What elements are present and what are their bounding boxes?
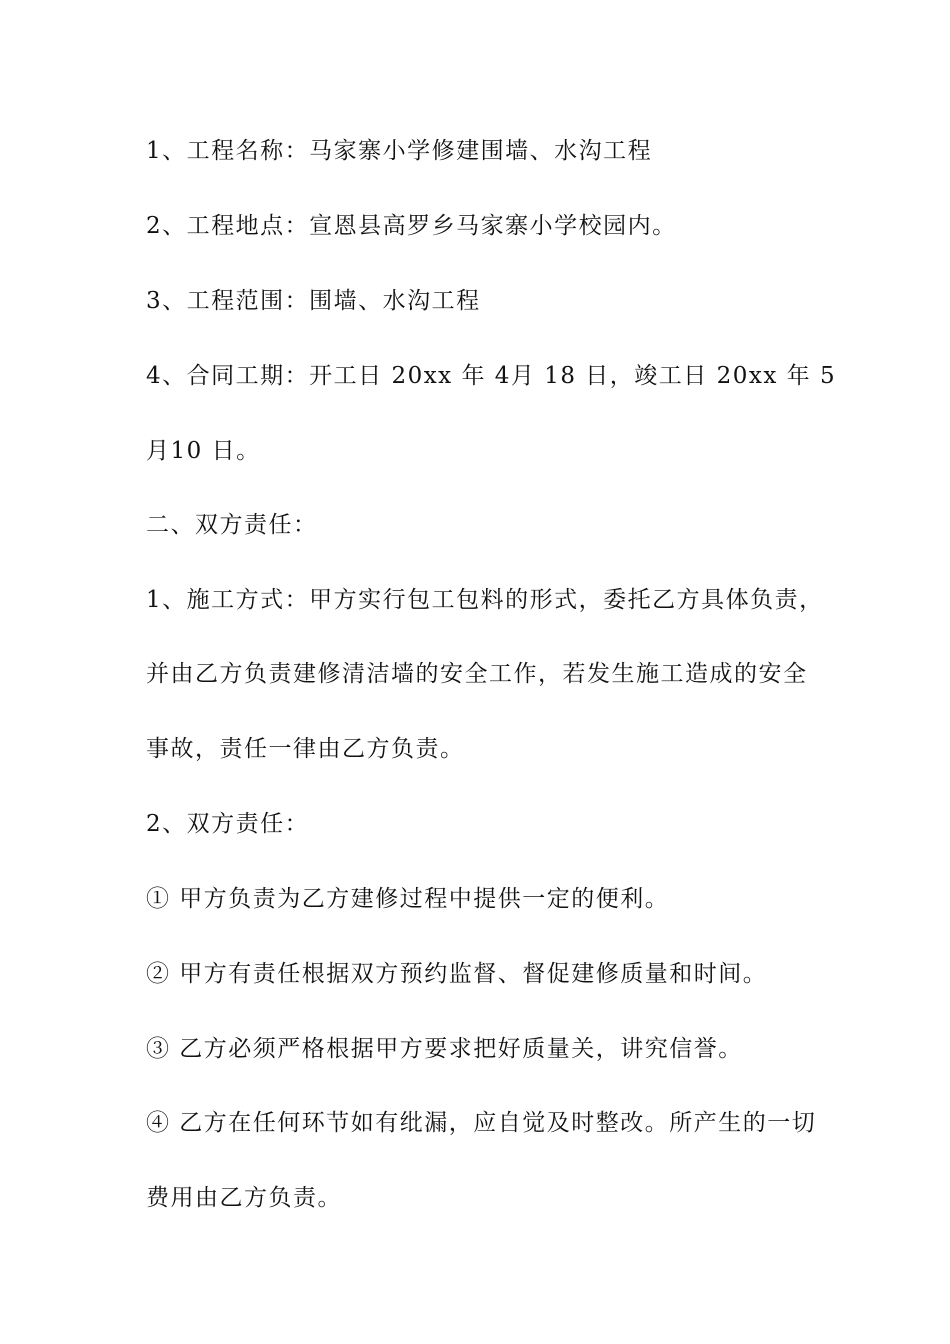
- list-item: ② 甲方有责任根据双方预约监督、督促建修质量和时间。: [146, 961, 768, 987]
- text-line: 事故，责任一律由乙方负责。: [146, 736, 465, 762]
- text-line: 1、施工方式：甲方实行包工包料的形式，委托乙方具体负责，: [146, 587, 824, 613]
- text-line: 并由乙方负责建修清洁墙的安全工作，若发生施工造成的安全: [146, 661, 808, 687]
- text-line: 费用由乙方负责。: [146, 1185, 342, 1211]
- list-item: ④ 乙方在任何环节如有纰漏，应自觉及时整改。所产生的一切: [146, 1110, 817, 1136]
- text-line: 2、双方责任：: [146, 811, 310, 837]
- list-item: ① 甲方负责为乙方建修过程中提供一定的便利。: [146, 886, 670, 912]
- text-line: 4、合同工期：开工日 20xx 年 4月 18 日，竣工日 20xx 年 5: [146, 363, 837, 389]
- text-line: 2、工程地点：宣恩县高罗乡马家寨小学校园内。: [146, 213, 677, 239]
- list-item: ③ 乙方必须严格根据甲方要求把好质量关，讲究信誉。: [146, 1036, 743, 1062]
- text-line: 1、工程名称：马家寨小学修建围墙、水沟工程: [146, 138, 653, 164]
- text-line: 3、工程范围：围墙、水沟工程: [146, 288, 481, 314]
- text-line: 月10 日。: [146, 438, 261, 464]
- section-heading: 二、双方责任：: [146, 512, 318, 538]
